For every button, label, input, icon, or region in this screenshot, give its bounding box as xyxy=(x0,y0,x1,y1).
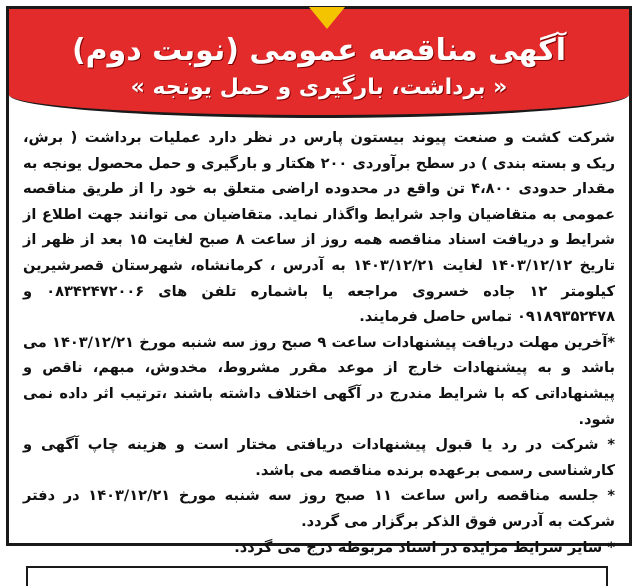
next-notice-box-edge xyxy=(26,566,608,586)
notice-header-banner xyxy=(9,9,629,118)
notice-frame xyxy=(6,6,632,556)
yellow-arrow-icon xyxy=(309,7,345,29)
notice-paragraph-session: * جلسه مناقصه راس ساعت ۱۱ صبح روز سه شنبه مورخ ۱۴۰۳/۱۲/۲۱ در دفتر شرکت به آدرس فوق الذکر برگزار می گردد. xyxy=(23,487,615,530)
notice-subtitle: « برداشت، بارگیری و حمل یونجه » xyxy=(130,75,508,100)
notice-body xyxy=(23,125,615,560)
notice-paragraph-other: * سایر شرایط مزایده در اسناد مربوطه درج می گردد. xyxy=(234,538,615,556)
notice-paragraph-rights: * شرکت در رد یا قبول پیشنهادات دریافتی مختار است و هزینه چاپ آگهی و کارشناسی رسمی برعهده برنده مناقصه می باشد. xyxy=(23,436,615,479)
notice-paragraph-deadline: *آخرین مهلت دریافت پیشنهادات ساعت ۹ صبح روز سه شنبه مورخ ۱۴۰۳/۱۲/۲۱ می باشد و به پیشنهادات خارج از موعد مقرر مشروط، مخدوش، مبهم، ناقص و پیشنهاداتی که با شرایط مندرج در آگهی اختلاف داشته باشند ،ترتیب اثر داده نمی شود. xyxy=(23,333,615,428)
notice-title: آگهی مناقصه عمومی (نوبت دوم) xyxy=(71,33,567,68)
notice-paragraph-intro: شرکت کشت و صنعت پیوند بیستون پارس در نظر دارد عملیات برداشت ( برش، ریک و بسته بندی ) در سطح برآوردی ۲۰۰ هکتار و بارگیری و حمل محصول یونجه به مقدار حدودی ۴،۸۰۰ تن واقع در محدوده اراضی متعلق به خود را از طریق مناقصه عمومی به متقاضیان واجد شرایط واگذار نماید. متقاضیان می توانند جهت اطلاع از شرایط و دریافت اسناد مناقصه همه روز از ساعت ۸ صبح لغایت ۱۵ بعد از ظهر از تاریخ ۱۴۰۳/۱۲/۱۲ لغایت ۱۴۰۳/۱۲/۲۱ به آدرس ، کرمانشاه، شهرستان قصرشیرین کیلومتر ۱۲ جاده خسروی مراجعه یا باشماره تلفن های ۰۸۳۴۲۴۷۲۰۰۶ و ۰۹۱۸۹۳۵۲۴۷۸ تماس حاصل فرمایند. xyxy=(23,129,616,326)
